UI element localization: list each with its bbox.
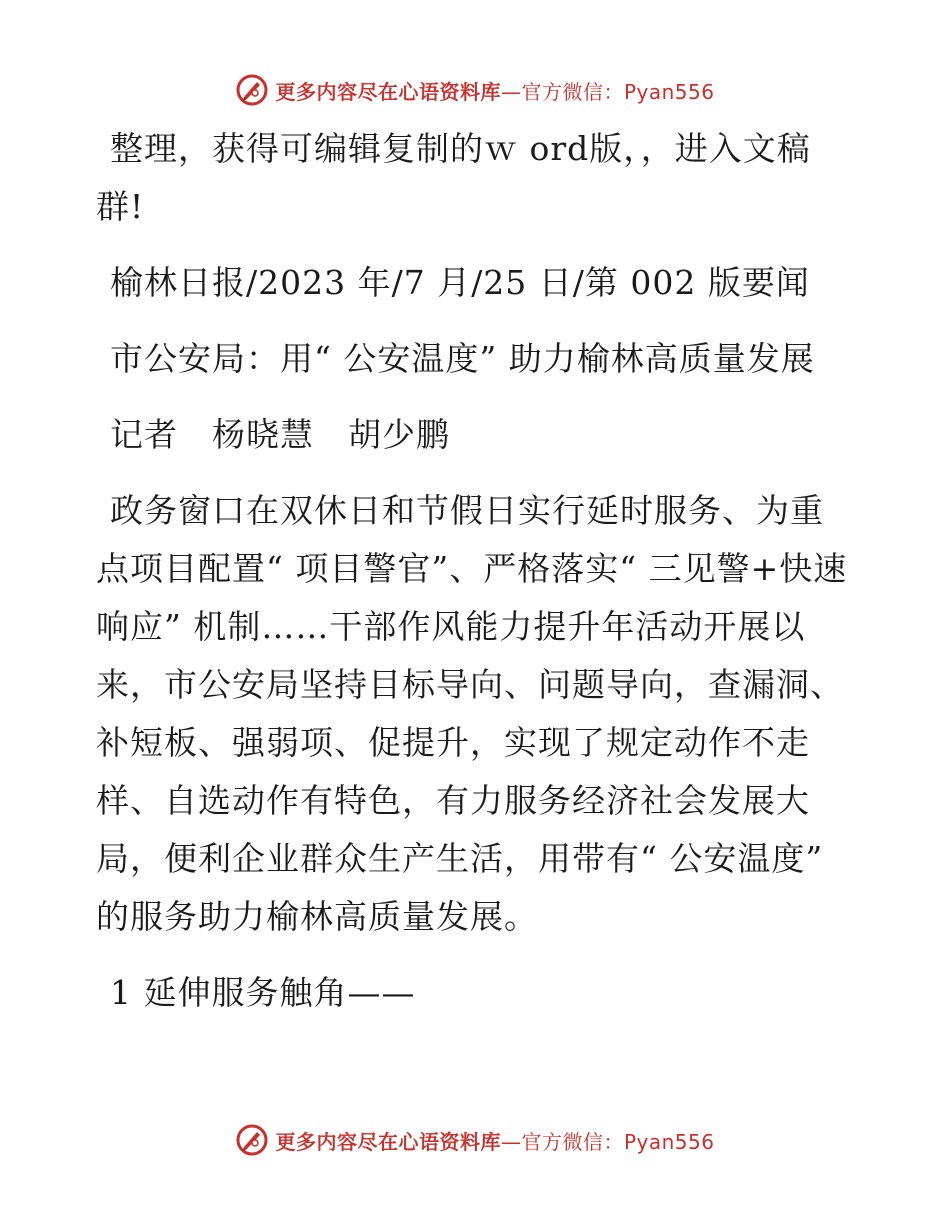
brush-seal-logo-icon <box>235 73 269 107</box>
header-banner-title: 更多内容尽在心语资料库 <box>275 79 501 104</box>
header-banner-wechat: 官方微信：Pyan556 <box>521 79 715 104</box>
source-line: 榆林日报/2023 年/7 月/25 日/第 002 版要闻 <box>110 263 810 302</box>
intro-note: 整理，获得可编辑复制的ｗ ord版，，进入文稿群! <box>96 129 811 226</box>
footer-banner-text <box>275 1126 714 1155</box>
lead-paragraph: 政务窗口在双休日和节假日实行延时服务、为重点项目配置“ 项目警官”、严格落实“ 三见警+快速响应” 机制……干部作风能力提升年活动开展以来，市公安局坚持目标导向、问题导向，查漏洞、补短板、强弱项、促提升，实现了规定动作不走样、自选动作有特色，有力服务经济社会发展大局，便利企业群众生产生活，用带有“ 公安温度” 的服务助力榆林高质量发展。 <box>96 491 848 936</box>
brush-seal-logo-icon <box>235 1123 269 1157</box>
article-title: 市公安局：用“ 公安温度” 助力榆林高质量发展 <box>110 339 815 378</box>
section-heading: 1 延伸服务触角—— <box>110 973 416 1012</box>
footer-banner-title: 更多内容尽在心语资料库 <box>275 1129 501 1154</box>
footer-banner-separator: — <box>500 1129 522 1154</box>
byline: 记者 杨晓慧 胡少鹏 <box>110 415 450 454</box>
footer-banner-wechat: 官方微信：Pyan556 <box>521 1129 715 1154</box>
header-banner <box>0 70 950 110</box>
document-body <box>96 120 856 1040</box>
header-banner-text <box>275 76 714 105</box>
header-banner-separator: — <box>500 79 522 104</box>
footer-banner <box>0 1120 950 1160</box>
